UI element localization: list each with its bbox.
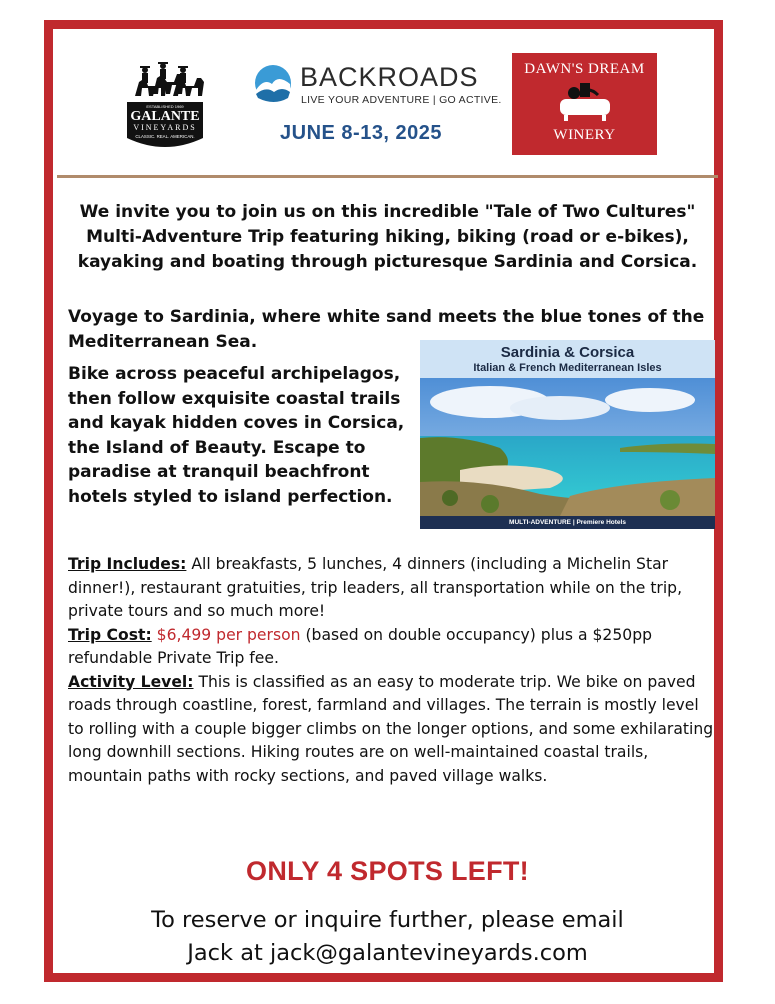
reserve-contact [60, 904, 715, 970]
reserve-email-line: Jack at jack@galantevineyards.com [187, 940, 588, 966]
spots-left-banner: ONLY 4 SPOTS LEFT! [246, 856, 529, 886]
galante-tagline: CLASSIC. REAL. AMERICAN. [135, 134, 195, 139]
trip-cost-value: $6,499 per person [156, 625, 301, 644]
backroads-logo [254, 62, 502, 114]
dawns-dream-title: DAWN'S DREAM [524, 61, 645, 77]
trip-details [68, 553, 716, 788]
bathtub-icon [554, 81, 616, 125]
galante-vineyards-logo [83, 56, 229, 154]
activity-level-text: This is classified as an easy to moderate trip. We bike on paved roads through coastline, forest, farmland and villages. The terrain is mostly level to rolling with a couple bigger climbs on the longer options, and some exhilarating long downhill sections. Hiking routes are on well-maintained coastal trails, mountain paths with rocky sections, and paved village walks. [68, 672, 714, 785]
trip-cost-label: Trip Cost: [68, 625, 152, 644]
intro-paragraph: We invite you to join us on this incredible "Tale of Two Cultures" Multi-Adventure Trip featuring hiking, biking (road or e-bikes), kayaking and boating through picturesque Sardinia and Corsica. [77, 202, 698, 272]
header-divider [57, 175, 718, 178]
activity-level-label: Activity Level: [68, 672, 194, 691]
trip-includes-text: All breakfasts, 5 lunches, 4 dinners (including a Michelin Star dinner!), restaurant gratuities, trip leaders, all transportation while on the trip, private tours and so much more! [68, 555, 683, 620]
trip-date: JUNE 8-13, 2025 [280, 122, 443, 144]
photo-card-footer: MULTI-ADVENTURE | Premiere Hotels [420, 516, 715, 529]
photo-card-title: Sardinia & Corsica [500, 344, 635, 361]
beach-photo [420, 378, 715, 516]
trip-cost [68, 624, 716, 671]
sardinia-corsica-photo-card [420, 340, 715, 529]
dawns-dream-winery: WINERY [553, 127, 616, 143]
photo-card-header [420, 340, 715, 378]
trip-includes-label: Trip Includes: [68, 555, 187, 573]
backroads-mountain-icon [254, 64, 292, 102]
dawns-dream-logo [512, 53, 657, 155]
trip-includes [68, 553, 716, 624]
galante-name: GALANTE [130, 109, 200, 124]
trip-cost-text: (based on double occupancy) plus a $250pp refundable Private Trip fee. [68, 625, 652, 667]
backroads-name: BACKROADS [300, 62, 479, 92]
reserve-line-1: To reserve or inquire further, please email [151, 907, 624, 933]
bike-paragraph: Bike across peaceful archipelagos, then follow exquisite coastal trails and kayak hidden coves in Corsica, the Island of Beauty. Escape to paradise at tranquil beachfront hotels styled to island perfection. [68, 364, 405, 507]
activity-level [68, 671, 716, 789]
voyage-paragraph: Voyage to Sardinia, where white sand meets the blue tones of the Mediterranean Sea. [68, 307, 705, 352]
galante-sub: VINEYARDS [133, 123, 197, 132]
backroads-tagline: LIVE YOUR ADVENTURE | GO ACTIVE. [301, 94, 502, 106]
photo-card-subtitle: Italian & French Mediterranean Isles [473, 362, 662, 374]
galante-established: ESTABLISHED 1969 [146, 104, 184, 109]
